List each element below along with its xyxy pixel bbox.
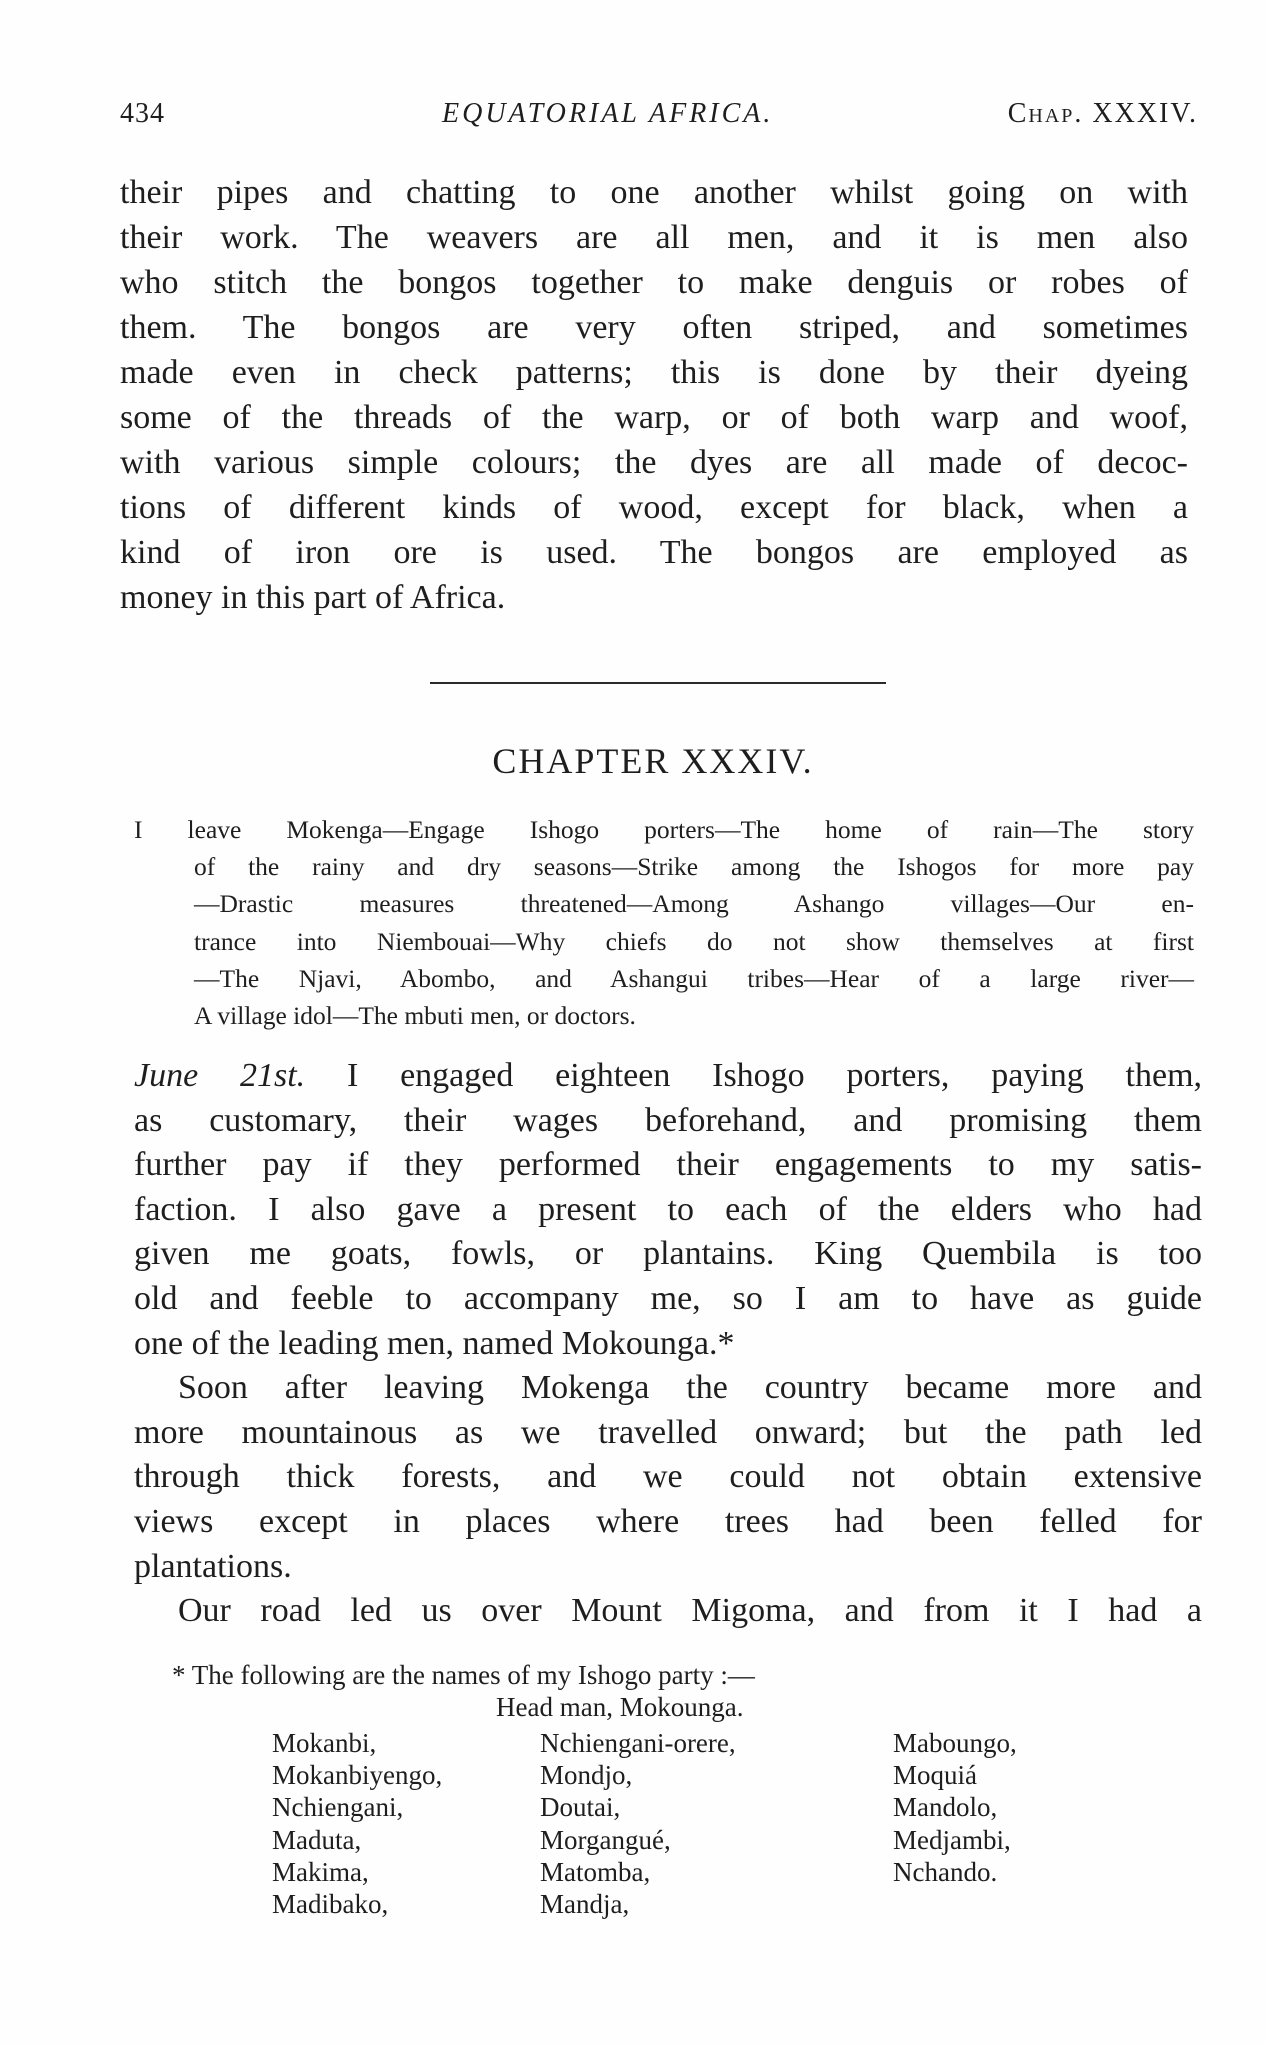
page-number: 434	[120, 98, 165, 129]
text-line: faction. I also gave a present to each of the elders who had	[134, 1190, 1202, 1228]
porter-name: Mokanbi,	[272, 1728, 377, 1758]
chapter-title: CHAPTER XXXIV.	[492, 741, 814, 781]
porter-name: Mondjo,	[540, 1760, 633, 1791]
text-line: through thick forests, and we could not obtain extensive	[134, 1458, 1202, 1496]
porter-name: Mandolo,	[893, 1792, 998, 1823]
text-line	[134, 1054, 1202, 1099]
text-line: tions of different kinds of wood, except for black, when a	[120, 489, 1188, 526]
text-line: one of the leading men, named Mokounga.*	[134, 1324, 735, 1362]
porter-name: Maboungo,	[893, 1728, 1017, 1758]
porter-name: Doutai,	[540, 1792, 621, 1823]
text-line: money in this part of Africa.	[120, 579, 506, 616]
footnote-names-column-2	[540, 1727, 736, 1920]
text-line: plantations.	[134, 1547, 292, 1585]
porter-name: Nchiengani,	[272, 1792, 404, 1823]
footnote-names-column-1	[272, 1727, 442, 1920]
porter-name: Morgangué,	[540, 1824, 671, 1855]
text-line: given me goats, fowls, or plantains. King Quembila is too	[134, 1235, 1202, 1273]
summary-line: I leave Mokenga—Engage Ishogo porters—The home of rain—The story	[134, 815, 1194, 844]
porter-name: Madibako,	[272, 1889, 389, 1920]
text-line: further pay if they performed their engagements to my satis-	[134, 1146, 1202, 1184]
text-line: old and feeble to accompany me, so I am to have as guide	[134, 1279, 1202, 1317]
footnote-head-man: Head man, Mokounga.	[496, 1692, 744, 1722]
text-line: some of the threads of the warp, or of both warp and woof,	[120, 399, 1188, 436]
porter-name: Mokanbiyengo,	[272, 1760, 443, 1791]
entry-date: June 21st.	[134, 1057, 306, 1094]
porter-name: Nchiengani-orere,	[540, 1728, 736, 1758]
porter-name: Mandja,	[540, 1889, 630, 1920]
text-line: their pipes and chatting to one another whilst going on with	[120, 174, 1188, 211]
text-line: made even in check patterns; this is done by their dyeing	[120, 354, 1188, 391]
text-line: who stitch the bongos together to make denguis or robes of	[120, 264, 1188, 301]
chapter-summary	[134, 811, 1194, 1034]
section-divider	[430, 682, 886, 684]
text-line: them. The bongos are very often striped, and sometimes	[120, 309, 1188, 346]
porter-name: Moquiá	[893, 1760, 977, 1791]
porter-name: Nchando.	[893, 1856, 998, 1887]
summary-line: —Drastic measures threatened—Among Ashango villages—Our en-	[194, 889, 1194, 919]
porter-name: Maduta,	[272, 1824, 362, 1855]
footnote-intro: * The following are the names of my Ishogo party :—	[172, 1660, 755, 1690]
summary-line: trance into Niembouai—Why chiefs do not show themselves at first	[194, 926, 1194, 956]
chapter-reference: Chap. XXXIV.	[1007, 98, 1198, 129]
text-line: kind of iron ore is used. The bongos are employed as	[120, 534, 1188, 571]
chapter-body	[134, 1054, 1202, 1634]
text-line: as customary, their wages beforehand, and promising them	[134, 1101, 1202, 1139]
footnote-names-column-3	[893, 1727, 1017, 1888]
running-title: EQUATORIAL AFRICA.	[442, 98, 774, 129]
opening-paragraph	[120, 170, 1188, 620]
summary-line: —The Njavi, Abombo, and Ashangui tribes—Hear of a large river—	[194, 963, 1194, 993]
text-line: with various simple colours; the dyes are all made of decoc-	[120, 444, 1188, 481]
summary-line: A village idol—The mbuti men, or doctors.	[194, 1001, 636, 1031]
text-line: views except in places where trees had been felled for	[134, 1502, 1202, 1540]
text-line: their work. The weavers are all men, and it is men also	[120, 219, 1188, 256]
running-header	[120, 98, 1230, 138]
porter-name: Medjambi,	[893, 1824, 1011, 1855]
text-line-rest: I engaged eighteen Ishogo porters, paying them,	[305, 1057, 1203, 1094]
text-line: more mountainous as we travelled onward; but the path led	[134, 1413, 1202, 1451]
text-line: Our road led us over Mount Migoma, and from it I had a	[178, 1592, 1202, 1630]
porter-name: Matomba,	[540, 1856, 651, 1887]
text-line: Soon after leaving Mokenga the country became more and	[178, 1369, 1202, 1407]
summary-line: of the rainy and dry seasons—Strike among the Ishogos for more pay	[194, 852, 1194, 882]
porter-name: Makima,	[272, 1856, 369, 1887]
